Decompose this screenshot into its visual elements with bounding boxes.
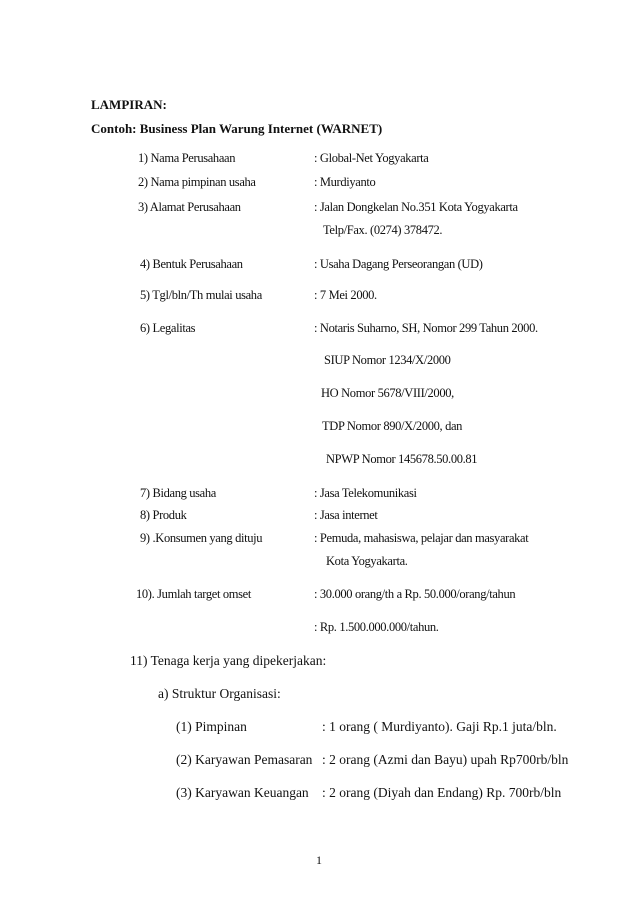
item-value-continued: Kota Yogyakarta.	[326, 554, 408, 568]
staff-label: (1) Pimpinan	[176, 719, 247, 734]
legalitas-line: TDP Nomor 890/X/2000, dan	[322, 419, 463, 433]
section-subheading: a) Struktur Organisasi:	[158, 686, 281, 701]
item-label: 10). Jumlah target omset	[136, 587, 251, 601]
item-value-continued: : Rp. 1.500.000.000/tahun.	[314, 620, 439, 634]
item-value: : 30.000 orang/th a Rp. 50.000/orang/tahun	[314, 587, 516, 601]
item-label: 3) Alamat Perusahaan	[138, 200, 241, 214]
legalitas-line: SIUP Nomor 1234/X/2000	[324, 353, 451, 367]
item-label: 6) Legalitas	[140, 321, 196, 335]
item-label: 1) Nama Perusahaan	[138, 151, 236, 165]
staff-value: : 2 orang (Azmi dan Bayu) upah Rp700rb/bln	[322, 752, 569, 767]
item-value: : Pemuda, mahasiswa, pelajar dan masyarakat	[314, 531, 529, 545]
item-value: : Jalan Dongkelan No.351 Kota Yogyakarta	[314, 200, 518, 214]
staff-value: : 1 orang ( Murdiyanto). Gaji Rp.1 juta/bln.	[322, 719, 557, 734]
staff-value: : 2 orang (Diyah dan Endang) Rp. 700rb/bln	[322, 785, 562, 800]
staff-label: (2) Karyawan Pemasaran	[176, 752, 313, 767]
item-value: : Notaris Suharno, SH, Nomor 299 Tahun 2000.	[314, 321, 538, 335]
item-label: 9) .Konsumen yang dituju	[140, 531, 263, 545]
item-value: : 7 Mei 2000.	[314, 288, 377, 302]
item-value: : Usaha Dagang Perseorangan (UD)	[314, 257, 483, 271]
item-label: 7) Bidang usaha	[140, 486, 216, 500]
staff-label: (3) Karyawan Keuangan	[176, 785, 309, 800]
item-value: : Global-Net Yogyakarta	[314, 151, 429, 165]
item-label: 8) Produk	[140, 508, 187, 522]
item-value: : Jasa internet	[314, 508, 378, 522]
legalitas-line: HO Nomor 5678/VIII/2000,	[321, 386, 454, 400]
page-subtitle: Contoh: Business Plan Warung Internet (WARNET)	[91, 121, 383, 136]
legalitas-line: NPWP Nomor 145678.50.00.81	[326, 452, 478, 466]
item-label: 5) Tgl/bln/Th mulai usaha	[140, 288, 262, 302]
item-value: : Murdiyanto	[314, 175, 376, 189]
item-value-continued: Telp/Fax. (0274) 378472.	[323, 223, 443, 237]
item-label: 4) Bentuk Perusahaan	[140, 257, 243, 271]
item-value: : Jasa Telekomunikasi	[314, 486, 417, 500]
page-title: LAMPIRAN:	[91, 97, 167, 112]
page-number: 1	[316, 853, 322, 867]
item-label: 2) Nama pimpinan usaha	[138, 175, 256, 189]
section-heading: 11) Tenaga kerja yang dipekerjakan:	[130, 653, 327, 668]
